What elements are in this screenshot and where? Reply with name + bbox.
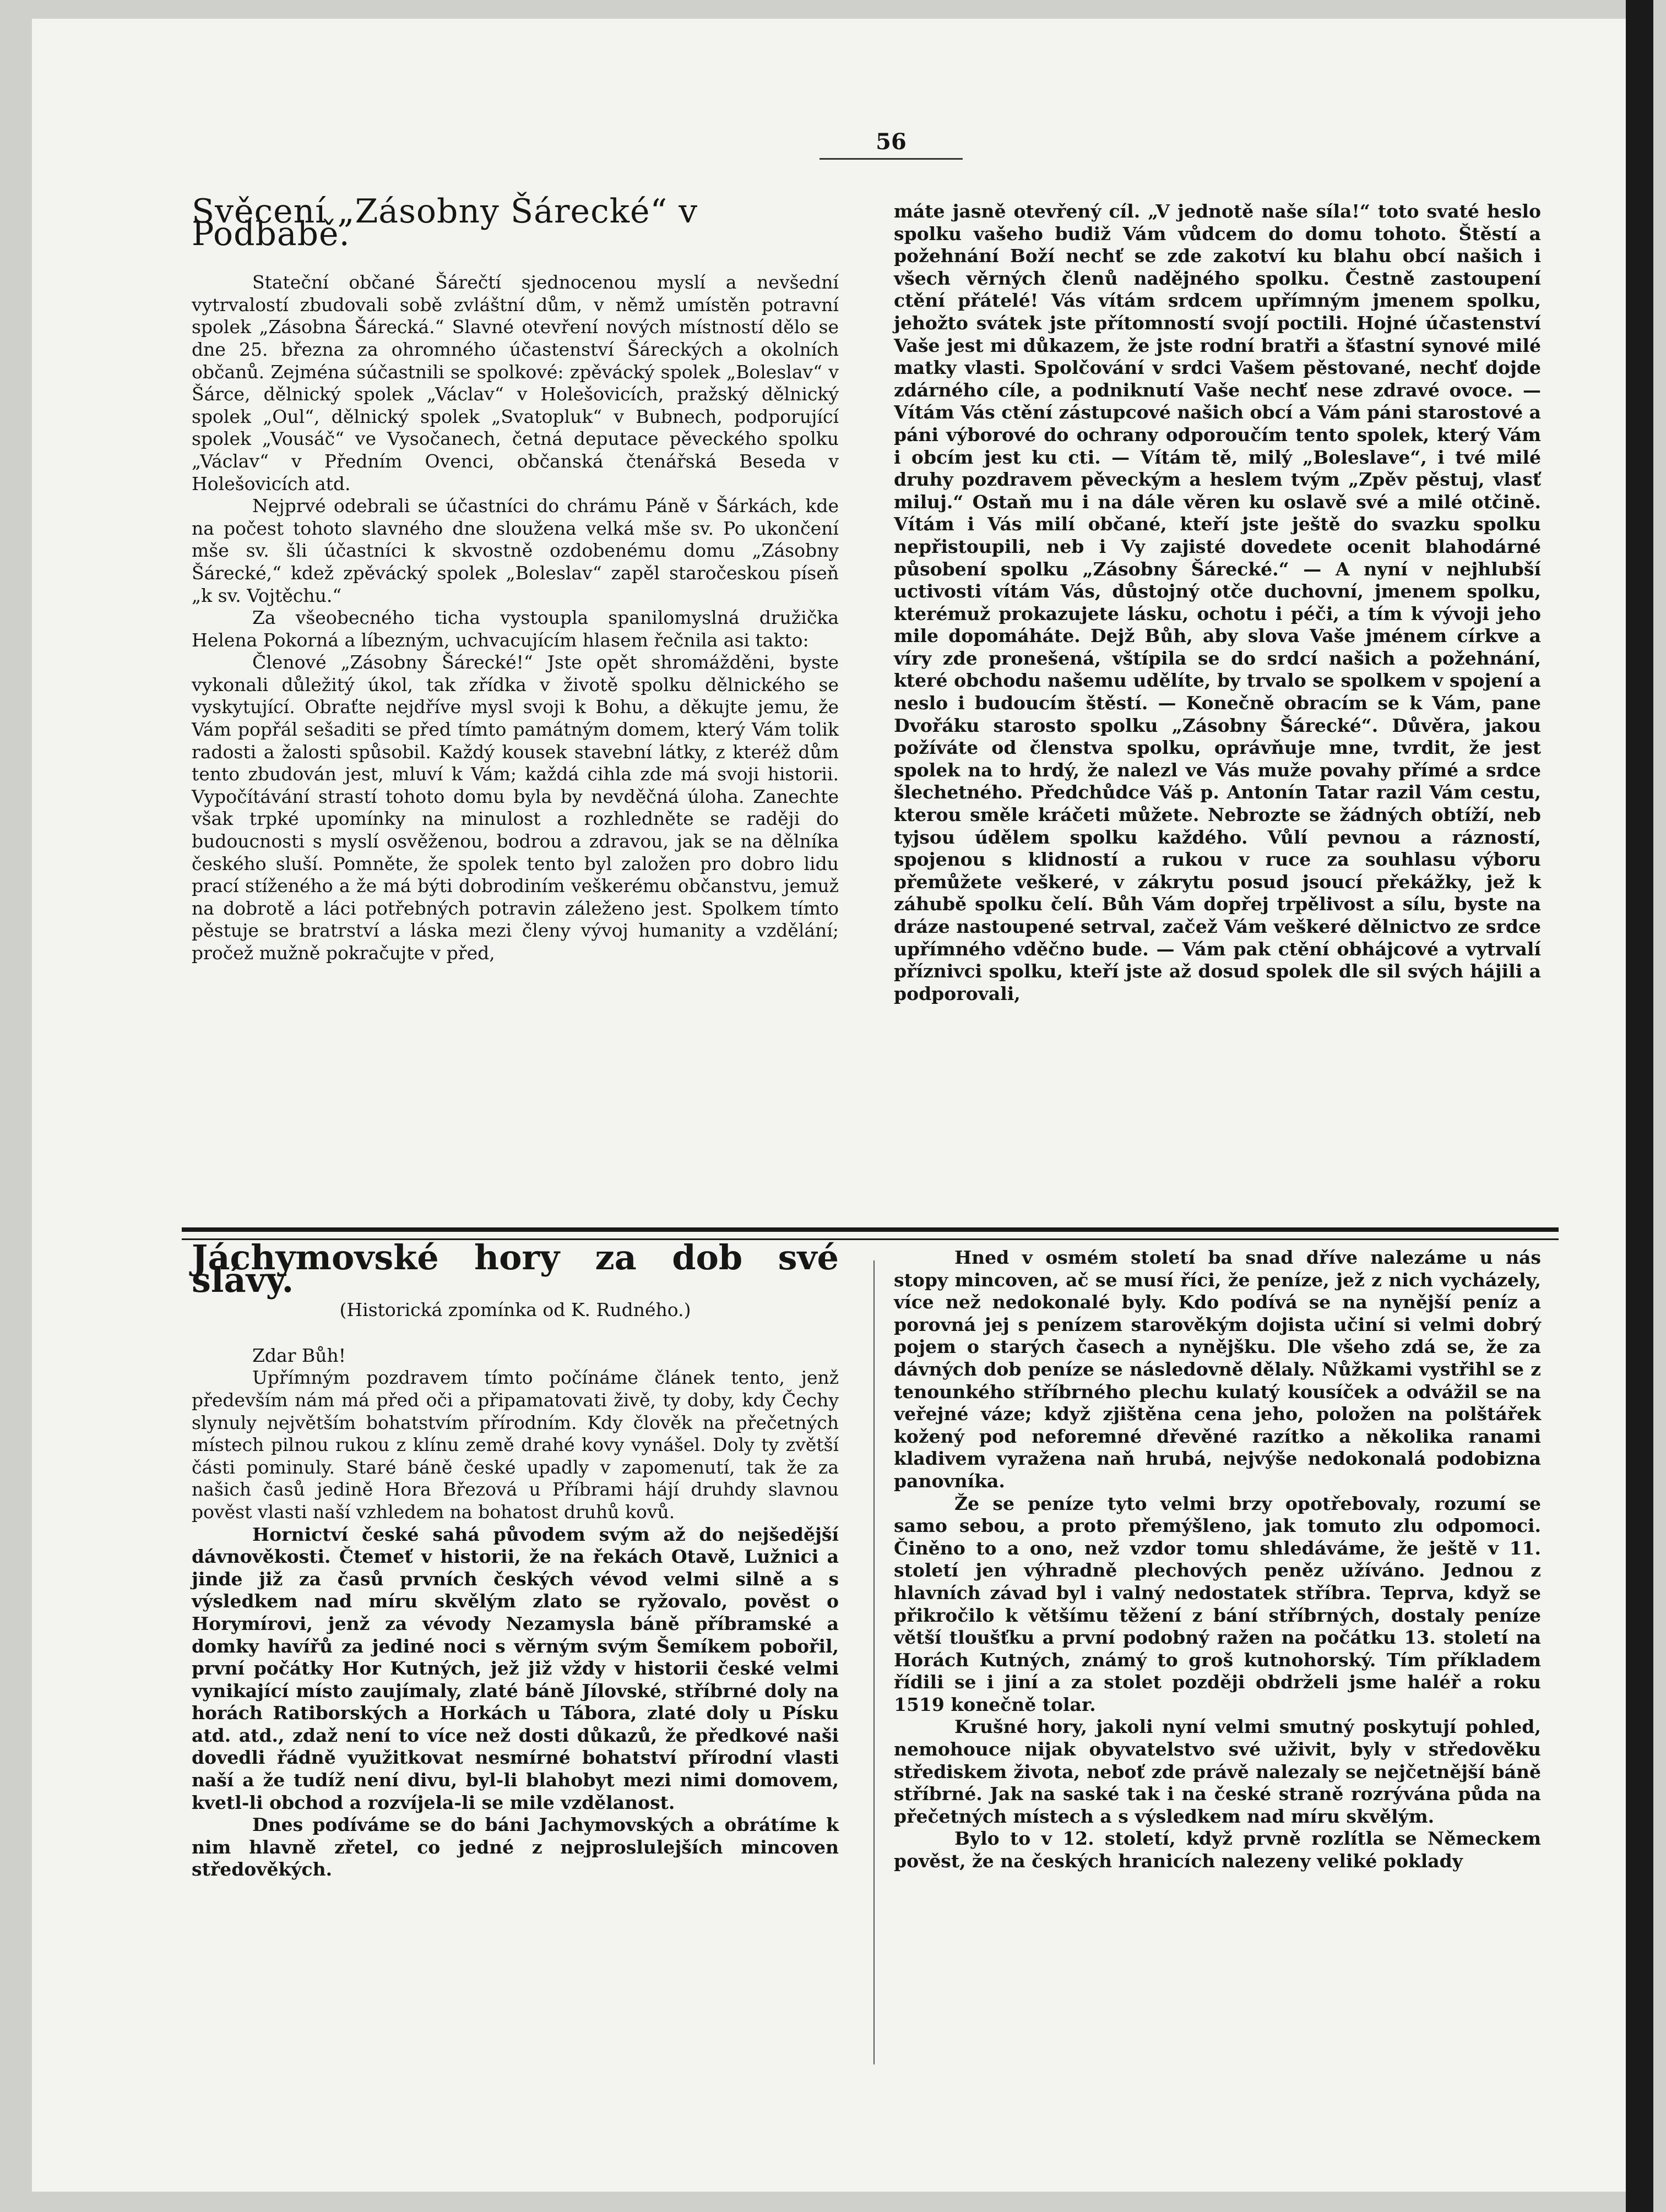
article2-paragraph: Že se peníze tyto velmi brzy opotřebovaly, rozumí se samo sebou, a proto přemýšleno, jak tomuto zlu odpomoci. Činěno to a ono, než vzdor tomu shledáváme, že ještě v 11. století jen výhradně plechových peněz užíváno. Jednou z hlavních závad byl i valný nedostatek stříbra. Teprva, když se přikročilo k většímu těžení z bání stříbrných, dostaly peníze větší tloušťku a první podobný ražen na počátku 13. století na Horách Kutných, známý to groš kutnohorský. Tím příkladem řídili se i jiní a za stolet později obdrželi jsme haléř a roku 1519 konečně tolar.: [894, 1492, 1541, 1715]
article1-paragraph: Za všeobecného ticha vystoupla spanilomyslná družička Helena Pokorná a líbezným, uchvacujícím hlasem řečnila asi takto:: [192, 607, 839, 651]
article2-title: Jáchymovské hory za dob své slávy.: [192, 1237, 839, 1300]
article1-paragraph: Nejprvé odebrali se účastníci do chrámu Páně v Šárkách, kde na počest tohoto slavného dne sloužena velká mše sv. Po ukončení mše sv. šli účastníci k skvostně ozdobenému domu „Zásobny Šárecké,“ kdež zpěvácký spolek „Boleslav“ zapěl staročeskou píseň „k sv. Vojtěchu.“: [192, 495, 839, 606]
newspaper-page: [32, 19, 1629, 2192]
article1-right-column: [894, 200, 1541, 1005]
article2-paragraph: Krušné hory, jakoli nyní velmi smutný poskytují pohled, nemohouce nijak obyvatelstvo své uživit, byly v středověku střediskem života, neboť zde právě nalezaly se nejčetnější báně stříbrné. Jak na saské tak i na české straně rozrývána půda na přečetných místech a s výsledkem nad míru skvělým.: [894, 1716, 1541, 1827]
article1-title: Svěcení „Zásobny Šárecké“ v Podbabě.: [192, 192, 698, 253]
article1-left-column: [192, 192, 839, 965]
column-divider: [873, 1260, 875, 2064]
article2-paragraph: Hned v osmém století ba snad dříve nalezáme u nás stopy mincoven, ač se musí říci, že peníze, jež z nich vycházely, více než nedokonalé byly. Kdo podívá se na nynější peníz a porovná jej s penízem starověkým dojista učiní si velmi dobrý pojem o starých časech a nynějšku. Dle všeho zdá se, že za dávných dob peníze se následovně dělaly. Nůžkami vystřihl se z tenounkého stříbrného plechu kulatý kousíček a odvážil se na veřejné váze; když zjištěna cena jeho, položen na polštářek kožený pod neforemné dřevěné razítko a několika ranami kladivem vyražena naň hrubá, nejvýše nedokonalá podobizna panovníka.: [894, 1247, 1541, 1492]
article1-speech-continued: máte jasně otevřený cíl. „V jednotě naše síla!“ toto svaté heslo spolku vašeho budiž Vám vůdcem do domu tohoto. Štěstí a požehnání Boží nechť se zde zakotví ku blahu obcí našich i všech věrných členů nadějného spolku. Čestně zastoupení ctění přátelé! Vás vítám srdcem upřímným jmenem spolku, jehožto svátek jste přítomností svojí poctili. Hojné účastenství Vaše jest mi důkazem, že jste rodní bratři a šťastní synové milé matky vlasti. Spolčování v srdci Vašem pěstované, nechť dojde zdárného cíle, a podniknutí Vaše nechť nese zdravé ovoce. — Vítám Vás ctění zástupcové našich obcí a Vám páni starostové a páni výborové do ochrany odporoučím tento spolek, který Vám i obcím jest ku cti. — Vítám tě, milý „Boleslave“, i tvé milé druhy pozdravem pěveckým a heslem tvým „Zpěv pěstuj, vlasť miluj.“ Ostaň mu i na dále věren ku oslavě své a milé otčině. Vítám i Vás milí občané, kteří jste ještě do svazku spolku nepřistoupili, neb i Vy zajisté dovedete ocenit blahodárné působení spolku „Zásobny Šárecké.“ — A nyní v nejhlubší uctivosti vítám Vás, důstojný otče duchovní, jmenem spolku, kterémuž prokazujete lásku, ochotu i péči, a tím k vývoji jeho mile dopomáháte. Dejž Bůh, aby slova Vaše jménem církve a víry zde pronešená, vštípila se do srdcí našich a požehnání, které obchodu našemu udělíte, by trvalo se spolkem v spojení a neslo i budoucím štěstí. — Konečně obracím se k Vám, pane Dvořáku starosto spolku „Zásobny Šárecké“. Důvěra, jakou požíváte od členstva spolku, oprávňuje mne, tvrdit, že jest spolek na to hrdý, že nalezl ve Vás muže povahy přímé a srdce šlechetného. Předchůdce Váš p. Antonín Tatar razil Vám cestu, kterou směle kráčeti můžete. Nebrozte se žádných obtíží, neb tyjsou údělem spolku každého. Vůlí pevnou a rázností, spojenou s klidností a rukou v ruce za souhlasu výboru přemůžete veškeré, v zákrytu posud jsoucí překážky, jež k záhubě spolku čelí. Bůh Vám dopřej trpělivost a sílu, byste na dráze nastoupené setrval, začež Vám veškeré dělnictvo ze srdce upřímného vděčno bude. — Vám pak ctění obhájcové a vytrvalí příznivci spolku, kteří jste až dosud spolek dle sil svých hájili a podporovali,: [894, 200, 1541, 1004]
article2-subtitle: (Historická zpomínka od K. Rudného.): [339, 1299, 691, 1321]
page-number: 56: [820, 129, 963, 160]
article2-greeting: Zdar Bůh!: [252, 1344, 346, 1366]
article2-left-column: [192, 1237, 839, 1881]
article1-speech: Členové „Zásobny Šárecké!“ Jste opět shromážděni, byste vykonali důležitý úkol, tak zřídka v životě spolku dělnického se vyskytující. Obraťte nejdříve mysl svoji k Bohu, a děkujte jemu, že Vám popřál sešaditi se před tímto památným domem, který Vám tolik radosti a žalosti spůsobil. Každý kousek stavební látky, z kteréž dům tento zbudován jest, mluví k Vám; každá cihla zde má svoji historii. Vypočítávání strastí tohoto domu byla by nevděčná úloha. Zanechte však trpké upomínky na minulost a rozhledněte se raději do budoucnosti s myslí osvěženou, bodrou a zdravou, jak se na dělníka českého sluší. Pomněte, že spolek tento byl založen pro dobro lidu prací stíženého a že má býti dobrodiním veškerému občanstvu, jemuž na dobrotě a láci potřebných potravin záleženo jest. Spolkem tímto pěstuje se bratrství a láska mezi členy vývoj humanity a vzdělání; pročež mužně pokračujte v před,: [192, 651, 839, 964]
article2-paragraph: Upřímným pozdravem tímto počínáme článek tento, jenž především nám má před oči a připamatovati živě, ty doby, kdy Čechy slynuly největším bohatstvím přírodním. Kdy člověk na přečetných místech pilnou rukou z klínu země drahé kovy vynášel. Doly ty zvětší části pominuly. Staré báně české upadly v zapomenutí, tak že za našich časů jedině Hora Březová u Příbrami hájí druhdy slavnou pověst vlasti naší vzhledem na bohatost druhů kovů.: [192, 1367, 839, 1523]
article2-paragraph: Bylo to v 12. století, když prvně rozlítla se Německem pověst, že na českých hranicích nalezeny veliké poklady: [894, 1828, 1541, 1872]
article2-paragraph: Dnes podíváme se do báni Jachymovských a obrátíme k nim hlavně zřetel, co jedné z nejproslulejších mincoven středověkých.: [192, 1814, 839, 1881]
article2-paragraph: Hornictví české sahá původem svým až do nejšedější dávnověkosti. Čtemeť v historii, že na řekách Otavě, Lužnici a jinde již za časů prvních českých vévod velmi silně a s výsledkem nad míru skvělým zlato se ryžovalo, pověst o Horymírovi, jenž za vévody Nezamysla báně příbramské a domky havířů za jediné noci s věrným svým Šemíkem pobořil, první počátky Hor Kutných, jež již vždy v historii české velmi vynikající místo zaujímaly, zlaté báně Jílovské, stříbrné doly na horách Ratiborských a Horkách u Tábora, zlaté doly u Písku atd. atd., zdaž není to více než dosti důkazů, že předkové naši dovedli řádně využitkovat nesmírné bohatství přírodní vlasti naší a že tudíž není divu, byl-li blahobyt mezi nimi domovem, kvetl-li obchod a rozvíjela-li se mile vzdělanost.: [192, 1523, 839, 1813]
article2-right-column: [894, 1247, 1541, 1873]
scan-border: [1626, 0, 1653, 2212]
article1-paragraph: Stateční občané Šárečtí sjednocenou myslí a nevšední vytrvalostí zbudovali sobě zvláštní dům, v němž umístěn potravní spolek „Zásobna Šárecká.“ Slavné otevření nových místností dělo se dne 25. března za ohromného účastenství Šáreckých a okolních občanů. Zejména súčastnili se spolkové: zpěvácký spolek „Boleslav“ v Šárce, dělnický spolek „Václav“ v Holešovicích, pražský dělnický spolek „Oul“, dělnický spolek „Svatopluk“ v Bubnech, podporující spolek „Vousáč“ ve Vysočanech, četná deputace pěveckého spolku „Václav“ v Předním Ovenci, občanská čtenářská Beseda v Holešovicích atd.: [192, 271, 839, 494]
